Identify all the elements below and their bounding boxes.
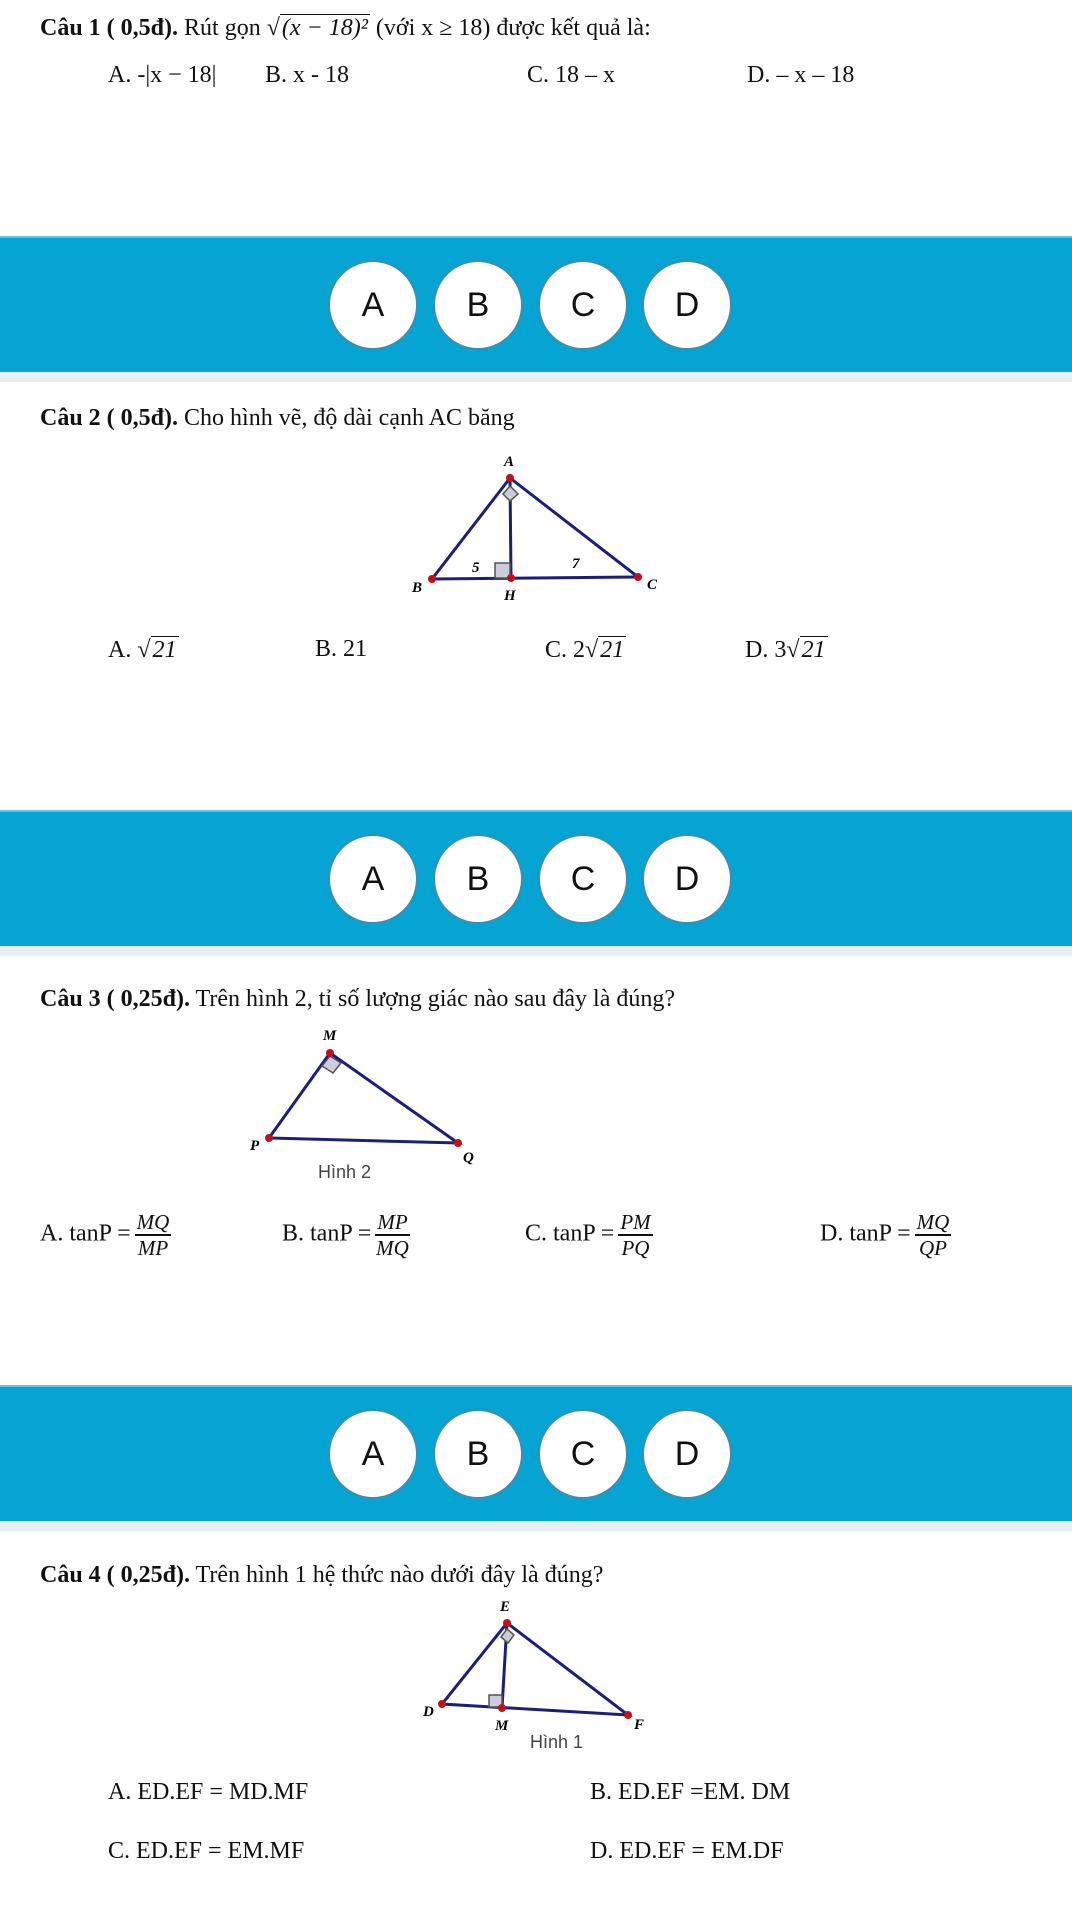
answer-b-button[interactable]: B (433, 260, 523, 350)
answer-a-button[interactable]: A (328, 260, 418, 350)
q3-option-a: A. tanP = $\frac{MQ}{MP}$ (40, 1210, 170, 1260)
answer-b-button[interactable]: B (433, 834, 523, 924)
length-bh-label: 5 (472, 560, 480, 576)
q4-option-d: D. ED.EF = EM.DF (590, 1838, 784, 1864)
answer-d-button[interactable]: D (642, 260, 732, 350)
answer-c-button[interactable]: C (538, 1409, 628, 1499)
q2-option-d: D. 3√21 (745, 637, 826, 663)
figure-1-caption: Hình 1 (530, 1732, 584, 1752)
q3-option-d: D. tanP = $\frac{MQ}{QP}$ (820, 1210, 950, 1260)
point-c-label: C (647, 577, 658, 593)
q3-option-b: B. tanP = $\frac{MP}{MQ}$ (282, 1210, 409, 1260)
question-2-title: Câu 2 ( 0,5đ). Cho hình vẽ, độ dài cạnh AC băng (40, 405, 515, 431)
point-a-label: A (504, 454, 515, 470)
figure-triangle-abc (432, 478, 638, 579)
point-m-label: M (323, 1028, 337, 1044)
answer-a-button[interactable]: A (328, 1409, 418, 1499)
point-f-label: F (634, 1717, 645, 1733)
answer-d-button[interactable]: D (642, 834, 732, 924)
question-4-title: Câu 4 ( 0,25đ). Trên hình 1 hệ thức nào dưới đây là đúng? (40, 1562, 604, 1588)
point-p-label: P (250, 1138, 260, 1154)
point-m-label: M (495, 1718, 509, 1734)
answer-c-button[interactable]: C (538, 260, 628, 350)
point-d-label: D (423, 1704, 434, 1720)
point-q-label: Q (463, 1150, 474, 1166)
q1-option-c: C. 18 – x (527, 62, 616, 88)
q1-option-b: B. x - 18 (265, 62, 349, 88)
q2-option-b: B. 21 (315, 636, 368, 662)
point-b-label: B (412, 580, 423, 596)
q4-option-b: B. ED.EF =EM. DM (590, 1779, 791, 1805)
q2-option-c: C. 2√21 (545, 637, 625, 663)
q4-option-c: C. ED.EF = EM.MF (108, 1838, 305, 1864)
figure-2-caption: Hình 2 (318, 1162, 372, 1182)
question-3-title: Câu 3 ( 0,25đ). Trên hình 2, tỉ số lượng giác nào sau đây là đúng? (40, 986, 676, 1012)
point-e-label: E (500, 1599, 511, 1615)
answer-a-button[interactable]: A (328, 834, 418, 924)
answer-d-button[interactable]: D (642, 1409, 732, 1499)
figure-triangle-def (442, 1623, 628, 1715)
q1-option-a: A. -|x − 18| (108, 62, 217, 88)
point-h-label: H (504, 588, 516, 604)
answer-c-button[interactable]: C (538, 834, 628, 924)
q4-option-a: A. ED.EF = MD.MF (108, 1779, 309, 1805)
question-1-title: Câu 1 ( 0,5đ). Rút gọn √(x − 18)² (với x ≥ 18) được kết quả là: (40, 15, 651, 41)
q3-option-c: C. tanP = $\frac{PM}{PQ}$ (525, 1210, 651, 1260)
length-hc-label: 7 (572, 556, 580, 572)
answer-b-button[interactable]: B (433, 1409, 523, 1499)
figure-triangle-mpq (269, 1053, 458, 1143)
q2-option-a: A. √21 (108, 637, 177, 663)
q1-option-d: D. – x – 18 (747, 62, 855, 88)
